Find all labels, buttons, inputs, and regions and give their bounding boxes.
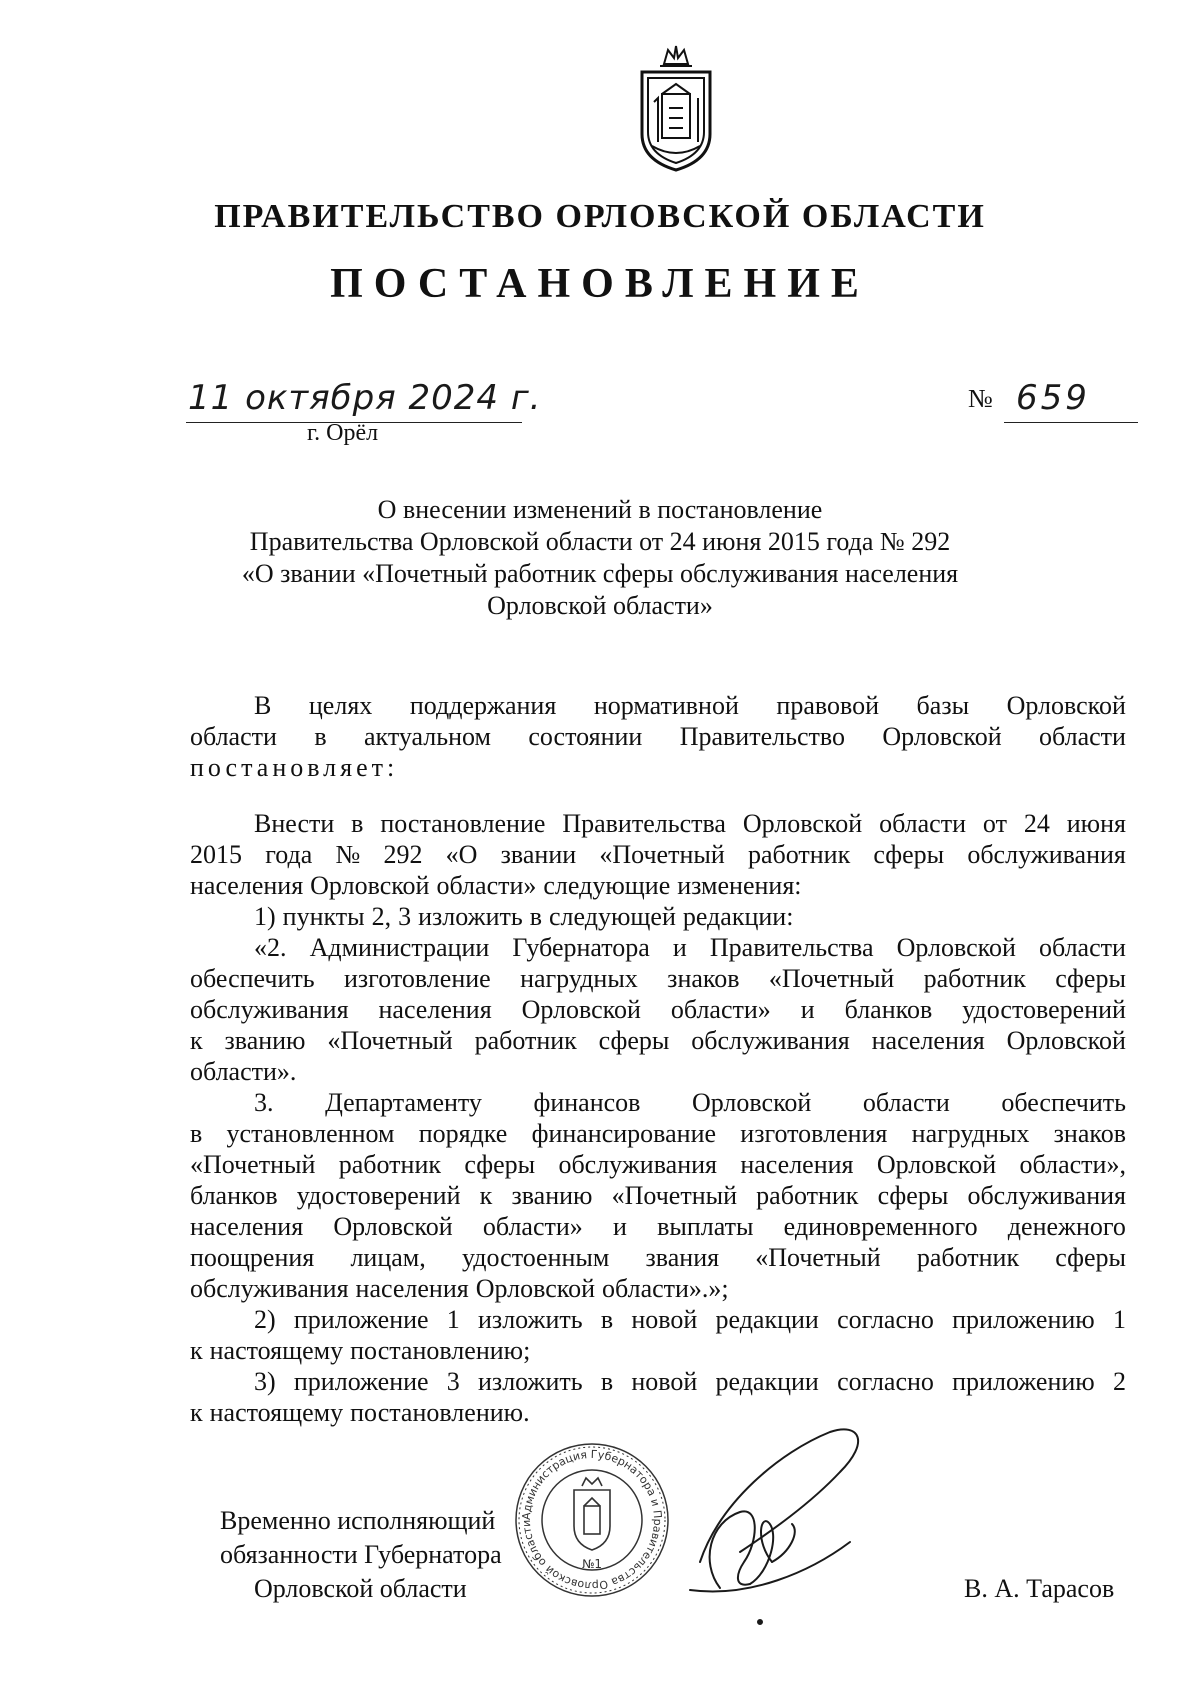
word: В [254,691,272,720]
body-line [190,1242,1126,1273]
word: Правительства [562,809,726,838]
word: целях [308,691,373,720]
word: № [335,840,361,869]
word: Орловской [333,1212,453,1241]
body-line [190,1056,1126,1087]
word: области [190,722,277,751]
official-seal-icon [512,1440,672,1600]
word: работник [916,1243,1020,1272]
word: финансирование [531,1119,717,1148]
word: Губернатора [512,933,650,962]
word: области», [1019,1150,1126,1179]
word: состоянии [528,722,643,751]
word: сферы [464,1150,536,1179]
word: Орловской [521,995,641,1024]
body-line [190,1118,1126,1149]
word: удостоверений [962,995,1126,1024]
word: области [862,1088,950,1117]
word: Орловской [310,871,430,900]
body-line [190,1366,1126,1397]
coat-of-arms-icon [628,42,724,174]
word: 1) [254,902,276,931]
organization-title: ПРАВИТЕЛЬСТВО ОРЛОВСКОЙ ОБЛАСТИ [214,198,986,235]
word: бланков [844,995,933,1024]
signatory-position [220,1504,502,1606]
preamble-line [190,752,1126,783]
document-number: 659 [1016,378,1090,418]
word: в [190,1119,203,1148]
word: Внести [254,809,335,838]
word: знаков [1053,1119,1126,1148]
word: работник [923,964,1026,993]
body-line [190,901,1126,932]
word: населения [355,1274,469,1303]
word: приложению [952,1367,1095,1396]
svg-text:Администрация Губернатора и Пр: Администрация Губернатора и Правительства Орловской области [519,1447,665,1593]
word: согласно [837,1367,934,1396]
word: настоящему [209,1336,344,1365]
word: к [190,1398,203,1427]
word: удостоенным [461,1243,610,1272]
subject-line: Правительства Орловской области от 24 июня 2015 года № 292 [249,527,951,556]
word: области» [436,871,537,900]
document-subject [230,494,970,622]
word: обслуживания [190,1274,349,1303]
preamble-line [190,721,1126,752]
word: 292 [383,840,423,869]
word: постановлению; [350,1336,531,1365]
word: Орловской [692,1088,812,1117]
word: обслуживания [967,840,1126,869]
word: звания [645,1243,720,1272]
word: редакции: [682,902,794,931]
signatory-position-line: обязанности Губернатора [220,1540,502,1569]
word: в [600,1305,614,1334]
word: области» [670,995,771,1024]
word: «Почетный [611,1181,738,1210]
word: нормативной [593,691,739,720]
word: населения [190,1212,304,1241]
word: обеспечить [190,964,315,993]
body-line [190,1304,1126,1335]
word: сферы [598,1026,670,1055]
svg-text:№1: №1 [581,1557,603,1571]
word: настоящему [209,1398,344,1427]
word: новой [631,1305,698,1334]
word: 2 [1112,1367,1126,1396]
document-type-title: ПОСТАНОВЛЕНИЕ [330,261,870,307]
word: базы [916,691,970,720]
city-label: г. Орёл [307,420,379,446]
word: сферы [873,840,945,869]
word: новой [631,1367,698,1396]
word: населения [378,995,492,1024]
word: к [479,1181,493,1210]
word: Орловской [876,1150,997,1179]
word: 1 [446,1305,460,1334]
word: звании [500,840,577,869]
word: области» [482,1212,583,1241]
word: Орловской [882,722,1002,751]
body-line [190,1180,1126,1211]
word: согласно [837,1305,934,1334]
word: и [672,933,687,962]
word: года [265,840,313,869]
word: Правительства [709,933,874,962]
word: сферы [1055,964,1126,993]
word: в [529,902,543,931]
word: «Почетный [755,1243,881,1272]
word: сферы [877,1181,949,1210]
word: июня [1066,809,1126,838]
word: «Почетный [768,964,895,993]
word: к [190,1026,203,1055]
word: изготовления [740,1119,888,1148]
word: лицам, [350,1243,426,1272]
word: удостоверений [296,1181,461,1210]
word: «Почетный [327,1026,453,1055]
subject-line: «О звании «Почетный работник сферы обслуживания населения [241,559,959,588]
word: пункты [282,902,365,931]
word: финансов [533,1088,641,1117]
word: и [613,1212,627,1241]
word: званию [511,1181,593,1210]
word: «О [445,840,478,869]
word: нагрудных [520,964,638,993]
word: 3) [254,1367,276,1396]
word: единовременного [783,1212,978,1241]
subject-line: Орловской области» [487,591,713,620]
word: населения [871,1026,985,1055]
signatory-position-line: Орловской области [254,1574,467,1603]
word: знаков [667,964,740,993]
word: 3 [398,902,412,931]
word: работник [747,840,851,869]
word: постановляет: [190,753,399,782]
word: «Почетный [190,1150,316,1179]
body-line [190,1025,1126,1056]
word: изложить [478,1305,583,1334]
body-line [190,1149,1126,1180]
word: Орловской [1006,1026,1126,1055]
word: 2) [254,1305,276,1334]
word: актуальном [363,722,491,751]
word: постановление [380,809,546,838]
word: 2015 [190,840,242,869]
body-line [190,808,1126,839]
word: изменения: [677,871,802,900]
word: к [190,1336,203,1365]
body-line [190,1397,1126,1428]
word: изложить [418,902,523,931]
word: обслуживания [190,995,349,1024]
word: следующие [543,871,671,900]
word: обслуживания [691,1026,850,1055]
body-line [190,1273,1126,1304]
word: порядке [418,1119,508,1148]
body-line [190,839,1126,870]
word: работник [474,1026,577,1055]
word: редакции [715,1367,819,1396]
word: нагрудных [911,1119,1030,1148]
word: обслуживания [967,1181,1126,1210]
word: поощрения [190,1243,315,1272]
signatory-position-line: Временно исполняющий [220,1506,496,1535]
word: области». [190,1057,297,1086]
word: постановлению. [350,1398,530,1427]
word: приложение [293,1305,429,1334]
word: приложение [293,1367,429,1396]
word: Департаменту [325,1088,482,1117]
word: поддержания [409,691,557,720]
word: населения [190,871,304,900]
number-underline [1004,422,1138,423]
word: Администрации [309,933,490,962]
word: Орловской [896,933,1016,962]
body-line [190,1087,1126,1118]
word: 3 [446,1367,460,1396]
word: в [600,1367,614,1396]
word: обслуживания [558,1150,717,1179]
word: области [1039,933,1126,962]
body-line [190,870,1126,901]
word: и [800,995,815,1024]
preamble-line [190,690,1126,721]
document-body [190,808,1126,1428]
word: «2. [254,933,287,962]
body-line [190,1335,1126,1366]
word: следующей [549,902,676,931]
word: правовой [776,691,879,720]
word: установленном [226,1119,395,1148]
word: 2, [371,902,392,931]
word: работник [338,1150,441,1179]
word: денежного [1007,1212,1126,1241]
word: выплаты [657,1212,754,1241]
word: «Почетный [599,840,725,869]
preamble [190,690,1126,783]
word: от [982,809,1007,838]
word: изложить [478,1367,583,1396]
word: сферы [1055,1243,1126,1272]
word: обеспечить [1001,1088,1126,1117]
word: Орловской [1006,691,1126,720]
word: изготовление [344,964,491,993]
word: званию [224,1026,306,1055]
word: области».»; [602,1274,729,1303]
word: редакции [715,1305,819,1334]
body-line [190,1211,1126,1242]
number-sign: № [968,384,993,413]
word: области [879,809,966,838]
document-date: 11 октября 2024 г. [188,378,542,418]
subject-line: О внесении изменений в постановление [377,495,823,524]
word: работник [756,1181,859,1210]
word: приложению [952,1305,1095,1334]
word: области [1039,722,1126,751]
handwritten-signature-icon [660,1412,900,1632]
body-line [190,932,1126,963]
word: Правительство [679,722,845,751]
word: бланков [190,1181,278,1210]
word: населения [740,1150,854,1179]
word: 1 [1112,1305,1126,1334]
body-line [190,963,1126,994]
body-line [190,994,1126,1025]
word: в [314,722,327,751]
word: 24 [1023,809,1050,838]
word: в [351,809,364,838]
word: 3. [254,1088,274,1117]
word: Орловской [742,809,863,838]
word: Орловской [475,1274,596,1303]
signatory-name: В. А. Тарасов [964,1574,1115,1603]
